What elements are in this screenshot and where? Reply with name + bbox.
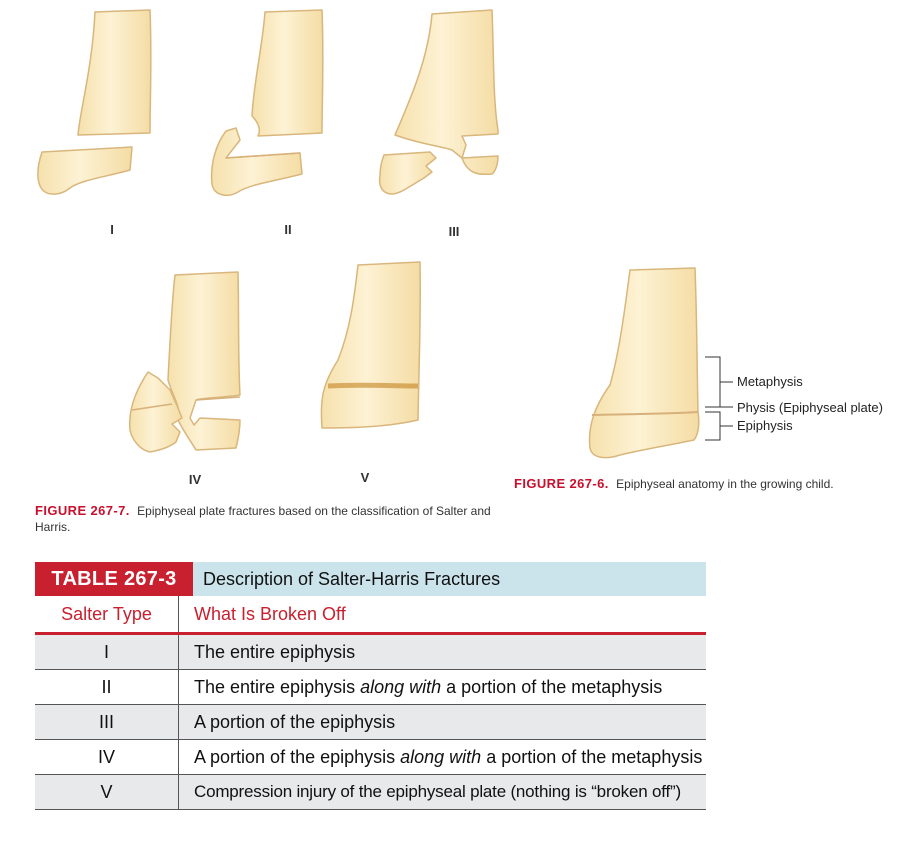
- row-description: A portion of the epiphysis: [194, 711, 396, 732]
- type-iii-label: III: [448, 224, 460, 239]
- epiphysis-label: Epiphysis: [737, 418, 793, 433]
- row-type: V: [35, 775, 179, 809]
- col-header-what-broken: What Is Broken Off: [194, 603, 346, 624]
- figure-267-7-text-line1: Epiphyseal plate fractures based on the classification of Salter and: [137, 504, 491, 518]
- anatomy-brackets: [705, 357, 733, 440]
- row-description: The entire epiphysis: [194, 641, 356, 662]
- table-row: [35, 775, 706, 810]
- row-type: III: [35, 705, 179, 739]
- type-i-bone: [38, 10, 151, 194]
- figure-267-6-label: FIGURE 267-6.: [514, 476, 609, 491]
- figure-267-7-caption: [35, 503, 515, 535]
- type-i-label: I: [110, 222, 114, 237]
- row-type: IV: [35, 740, 179, 774]
- metaphysis-label: Metaphysis: [737, 374, 803, 389]
- col-header-salter-type: Salter Type: [61, 603, 152, 624]
- figure-267-6-text: Epiphyseal anatomy in the growing child.: [616, 477, 834, 491]
- table-row: [35, 670, 706, 705]
- physis-label: Physis (Epiphyseal plate): [737, 400, 883, 415]
- type-v-label: V: [360, 470, 370, 485]
- figure-267-7-label: FIGURE 267-7.: [35, 503, 130, 518]
- type-v-bone: [321, 262, 420, 428]
- type-ii-bone: [212, 10, 323, 195]
- table-row: [35, 705, 706, 740]
- figure-267-6-caption: [514, 476, 834, 492]
- type-iv-bone: [130, 272, 240, 452]
- anatomy-bone: [590, 268, 699, 458]
- salter-harris-table: [35, 562, 706, 810]
- row-type: II: [35, 670, 179, 704]
- table-title: Description of Salter-Harris Fractures: [193, 562, 706, 596]
- row-description: A portion of the epiphysis along with a portion of the metaphysis: [194, 746, 703, 767]
- table-row: [35, 740, 706, 775]
- table-number: TABLE 267-3: [35, 562, 193, 596]
- type-iii-bone: [380, 10, 498, 194]
- type-iv-label: IV: [188, 472, 202, 487]
- row-description: The entire epiphysis along with a portion of the metaphysis: [194, 676, 663, 697]
- table-column-headers: [35, 596, 706, 635]
- type-ii-label: II: [284, 222, 292, 237]
- row-type: I: [35, 635, 179, 669]
- figure-267-7-text-line2: Harris.: [35, 520, 71, 534]
- row-description: Compression injury of the epiphyseal plate (nothing is “broken off”): [194, 782, 681, 801]
- table-row: [35, 635, 706, 670]
- table-header: [35, 562, 706, 596]
